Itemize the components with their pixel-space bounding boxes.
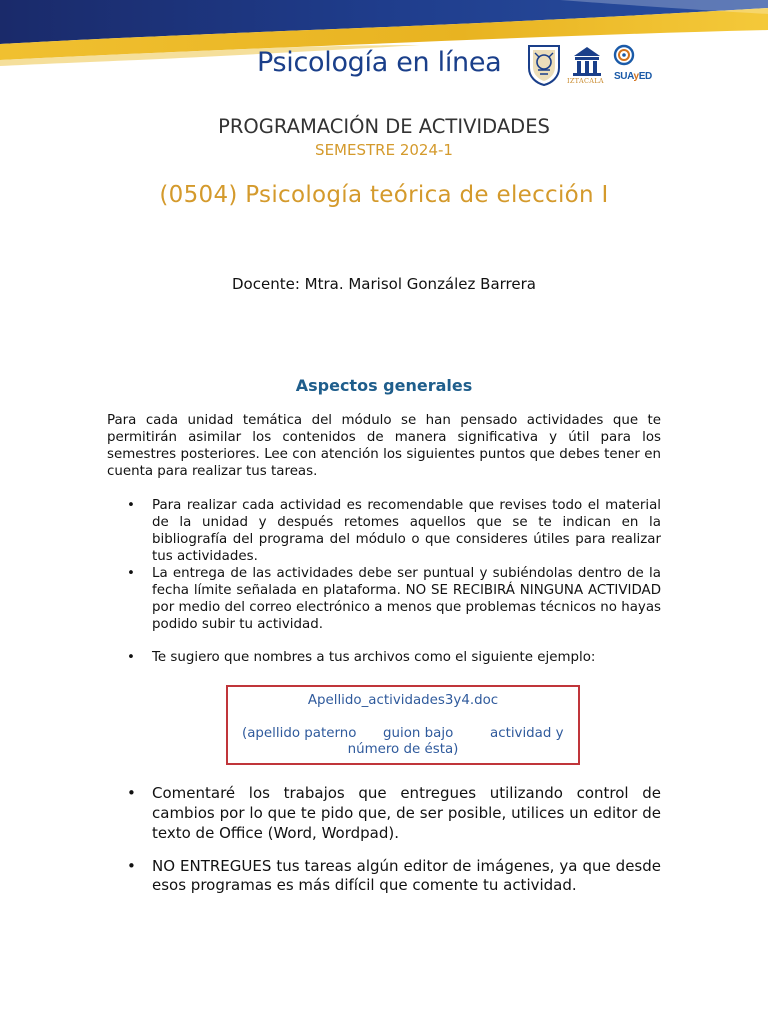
- example-part-activity: actividad y: [490, 726, 564, 741]
- iztacala-text: IZTACALA: [567, 77, 604, 85]
- document-title: PROGRAMACIÓN DE ACTIVIDADES: [218, 115, 550, 138]
- list-item-text: Para realizar cada actividad es recomendable que revises todo el material de la unidad y después retomes aquellos que se te indican en la bibliografía del programa del módulo o que consideres útiles para realizar tus actividades.: [152, 498, 661, 564]
- list-item-text: NO ENTREGUES tus tareas algún editor de imágenes, ya que desde esos programas es más difícil que comente tu actividad.: [152, 857, 661, 894]
- filename-example-box: [226, 685, 580, 765]
- bullet-icon: •: [127, 650, 135, 665]
- bullet-icon: •: [127, 784, 136, 802]
- example-part-surname: (apellido paterno: [242, 726, 357, 741]
- intro-paragraph: Para cada unidad temática del módulo se han pensado actividades que te permitirán asimilar los contenidos de manera significativa y útil para los semestres posteriores. Lee con atención los siguientes puntos que debes tener en cuenta para realizar tus tareas.: [107, 413, 661, 479]
- instructor-name: Docente: Mtra. Marisol González Barrera: [232, 275, 536, 293]
- section-heading: Aspectos generales: [295, 376, 473, 395]
- bullet-icon: •: [127, 857, 136, 875]
- bullet-icon: •: [127, 566, 135, 581]
- site-title: Psicología en línea: [257, 47, 502, 78]
- list-item-text: Te sugiero que nombres a tus archivos como el siguiente ejemplo:: [152, 650, 596, 665]
- example-filename: Apellido_actividades3y4.doc: [307, 693, 499, 708]
- example-part-underscore: guion bajo: [383, 726, 454, 741]
- list-item-text: Comentaré los trabajos que entregues utilizando control de cambios por lo que te pido que, de ser posible, utilices un editor de texto de Office (Word, Wordpad).: [152, 784, 661, 842]
- unam-crest-icon: [526, 44, 562, 86]
- bullet-icon: •: [127, 498, 135, 513]
- institution-logos: [526, 44, 662, 88]
- course-title: (0504) Psicología teórica de elección I: [159, 182, 609, 208]
- example-part-number: número de ésta): [347, 742, 459, 757]
- list-item-text: La entrega de las actividades debe ser puntual y subiéndolas dentro de la fecha límite señalada en plataforma. NO SE RECIBIRÁ NINGUNA ACTIVIDAD por medio del correo electrónico a menos que problemas técnicos no hayas podido subir tu actividad.: [152, 566, 661, 632]
- suayed-wordmark: SUAyED: [614, 71, 652, 82]
- semester-label: SEMESTRE 2024-1: [315, 141, 453, 159]
